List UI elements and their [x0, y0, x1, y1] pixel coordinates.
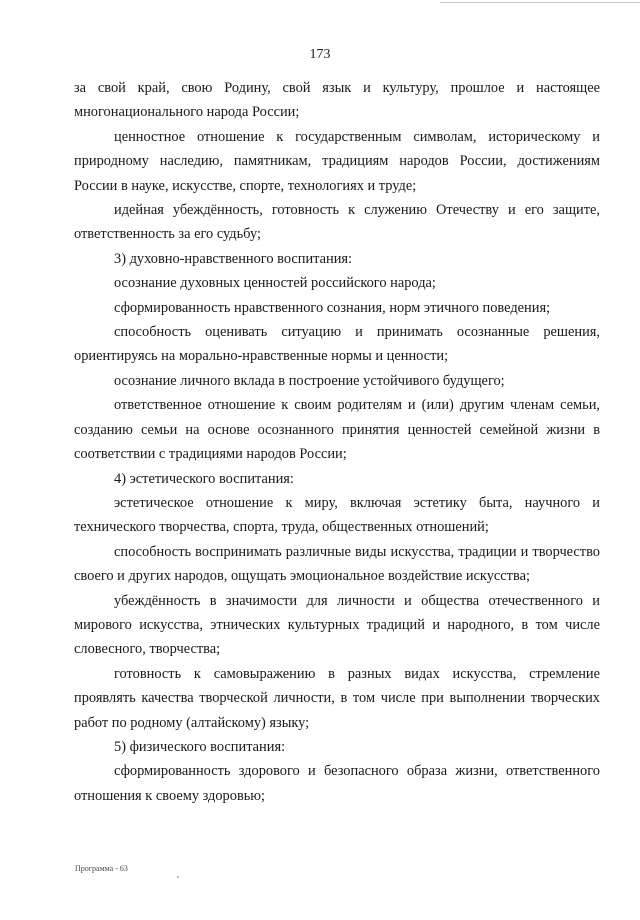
paragraph-aesthetic-attitude: эстетическое отношение к миру, включая эстетику быта, научного и технического творчества, спорта, труда, общественных отношений;: [74, 494, 600, 536]
paragraph-family-responsibility: ответственное отношение к своим родителям и (или) другим членам семьи, созданию семьи на основе осознанного принятия ценностей семейной жизни в соответствии с традициями народов России;: [74, 397, 600, 463]
footer-program-label: Программа - 63: [75, 864, 128, 873]
heading-spiritual-moral: 3) духовно-нравственного воспитания:: [114, 250, 353, 267]
paragraph-art-perception: способность воспринимать различные виды искусства, традиции и творчество своего и других народов, ощущать эмоциональное воздействие искусства;: [74, 543, 600, 585]
paragraph-spiritual-values: осознание духовных ценностей российского народа;: [114, 275, 436, 292]
top-scan-rule: [440, 2, 640, 3]
page-number: 173: [309, 47, 331, 62]
paragraph-art-significance: убеждённость в значимости для личности и общества отечественного и мирового искусства, этнических культурных традиций и народного, в том числе словесного, творчества;: [74, 592, 600, 658]
paragraph-sustainable-future: осознание личного вклада в построение устойчивого будущего;: [114, 372, 505, 389]
paragraph-ideological-conviction: идейная убеждённость, готовность к служению Отечеству и его защите, ответственность за его судьбу;: [74, 202, 600, 243]
heading-aesthetic: 4) эстетического воспитания:: [114, 470, 294, 487]
paragraph-moral-consciousness: сформированность нравственного сознания, норм этичного поведения;: [114, 299, 551, 316]
paragraph-symbols-value: ценностное отношение к государственным символам, историческому и природному наследию, памятникам, традициям народов России, достижениям России в науке, искусстве, спорте, технологиях и труде;: [74, 128, 600, 194]
paragraph-self-expression: готовность к самовыражению в разных видах искусства, стремление проявлять качества творческой личности, в том числе при выполнении творческих работ по родному (алтайскому) языку;: [74, 665, 600, 731]
paragraph-continuation: за свой край, свою Родину, свой язык и культуру, прошлое и настоящее многонационального народа России;: [74, 80, 600, 121]
scan-speck: [177, 876, 179, 878]
document-body: [74, 76, 600, 808]
paragraph-healthy-lifestyle: сформированность здорового и безопасного образа жизни, ответственного отношения к своему здоровью;: [74, 763, 600, 804]
heading-physical: 5) физического воспитания:: [114, 738, 286, 755]
paragraph-decision-ability: способность оценивать ситуацию и принимать осознанные решения, ориентируясь на морально-нравственные нормы и ценности;: [74, 324, 600, 365]
